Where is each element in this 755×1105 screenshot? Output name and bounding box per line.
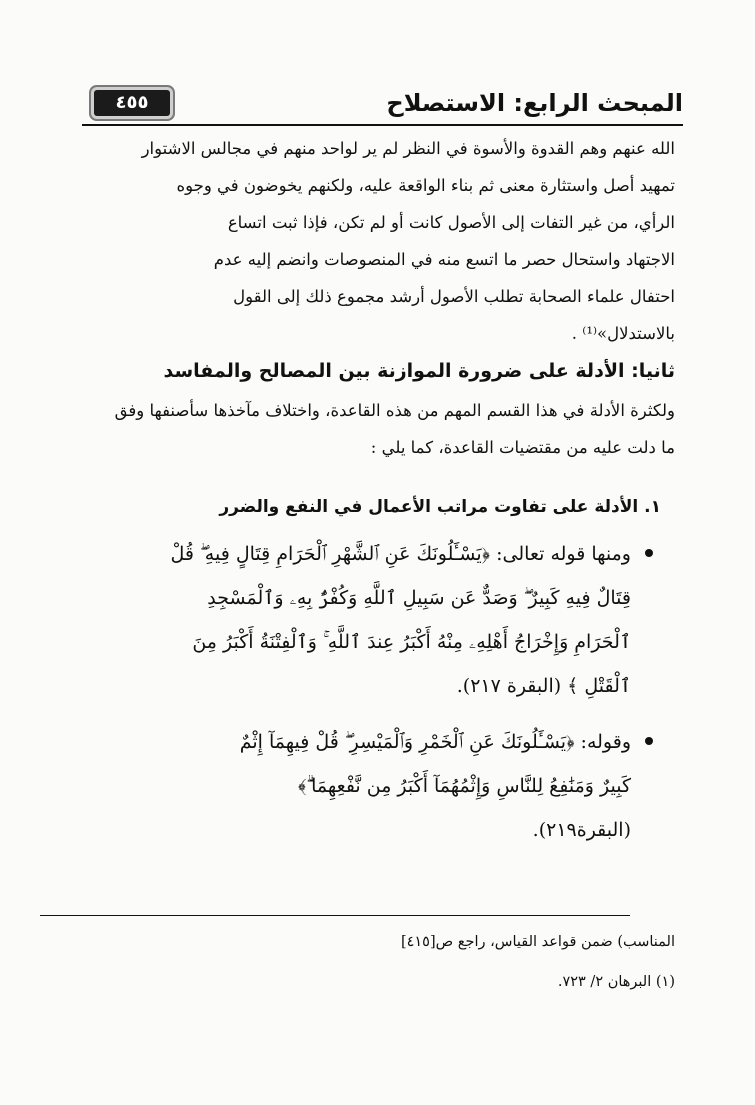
running-title: المبحث الرابع: الاستصلاح	[386, 89, 683, 117]
section-heading: ثانيا: الأدلة على ضرورة الموازنة بين المصالح والمفاسد	[163, 360, 675, 382]
verse-line: قِتَالٌ فِيهِ كَبِيرٌ ۖ وَصَدٌّ عَن سَبِيلِ ٱللَّهِ وَكُفْرٌۢ بِهِۦ وَٱلْمَسْجِدِ	[207, 587, 631, 609]
section-intro	[82, 392, 675, 466]
page-number-badge: ٤٥٥	[94, 90, 170, 116]
header-rule	[82, 124, 683, 126]
footnote-separator	[40, 915, 630, 916]
subsection-title: الأدلة على تفاوت مراتب الأعمال في النفع والضرر	[219, 497, 639, 517]
verse-line: وقوله: ﴿يَسْـَٔلُونَكَ عَنِ ٱلْخَمْرِ وَٱلْمَيْسِرِ ۖ قُلْ فِيهِمَآ إِثْمٌ	[239, 731, 631, 753]
verse-line: ومنها قوله تعالى: ﴿يَسْـَٔلُونَكَ عَنِ ٱلشَّهْرِ ٱلْحَرَامِ قِتَالٍ فِيهِ ۖ قُلْ	[170, 543, 631, 565]
footnote-continuation: المناسب) ضمن قواعد القياس، راجع ص[٤١٥]	[400, 934, 675, 950]
list-item	[82, 532, 675, 708]
verse-line: ٱلْحَرَامِ وَإِخْرَاجُ أَهْلِهِۦ مِنْهُ أَكْبَرُ عِندَ ٱللَّهِ ۚ وَٱلْفِتْنَةُ أَكْبَرُ مِنَ	[192, 631, 631, 653]
verse-line: (البقرة٢١٩).	[532, 819, 631, 841]
paragraph-line: الله عنهم وهم القدوة والأسوة في النظر لم ير لواحد منهم في مجالس الاشتوار	[141, 139, 675, 158]
paragraph-line: ولكثرة الأدلة في هذا القسم المهم من هذه القاعدة، واختلاف مآخذها سأصنفها وفق	[114, 401, 675, 420]
paragraph-line: بالاستدلال»⁽¹⁾ .	[571, 324, 675, 343]
paragraph-line: احتفال علماء الصحابة تطلب الأصول أرشد مجموع ذلك إلى القول	[233, 287, 675, 306]
paragraph-line: تمهيد أصل واستثارة معنى ثم بناء الواقعة عليه، ولكنهم يخوضون في وجوه	[176, 176, 675, 195]
bullet-icon	[645, 737, 653, 745]
paragraph-line: الرأي، من غير التفات إلى الأصول كانت أو لم تكن، فإذا ثبت اتساع	[227, 213, 675, 232]
subsection-number: ١.	[644, 497, 661, 517]
page-header	[82, 88, 683, 124]
intro-paragraph	[82, 130, 675, 352]
bullet-icon	[645, 549, 653, 557]
verse-line: ٱلْقَتْلِ ﴾ (البقرة ٢١٧).	[456, 675, 631, 697]
paragraph-line: ما دلت عليه من مقتضيات القاعدة، كما يلي :	[370, 438, 675, 457]
footnote-1: (١) البرهان ٢/ ٧٢٣.	[557, 974, 675, 990]
paragraph-line: الاجتهاد واستحال حصر ما اتسع منه في المنصوصات وانضم إليه عدم	[213, 250, 675, 269]
list-item	[82, 720, 675, 852]
subsection-heading	[82, 492, 675, 522]
verse-line: كَبِيرٌ وَمَنَٰفِعُ لِلنَّاسِ وَإِثْمُهُمَآ أَكْبَرُ مِن نَّفْعِهِمَا ۗ﴾	[297, 775, 631, 797]
